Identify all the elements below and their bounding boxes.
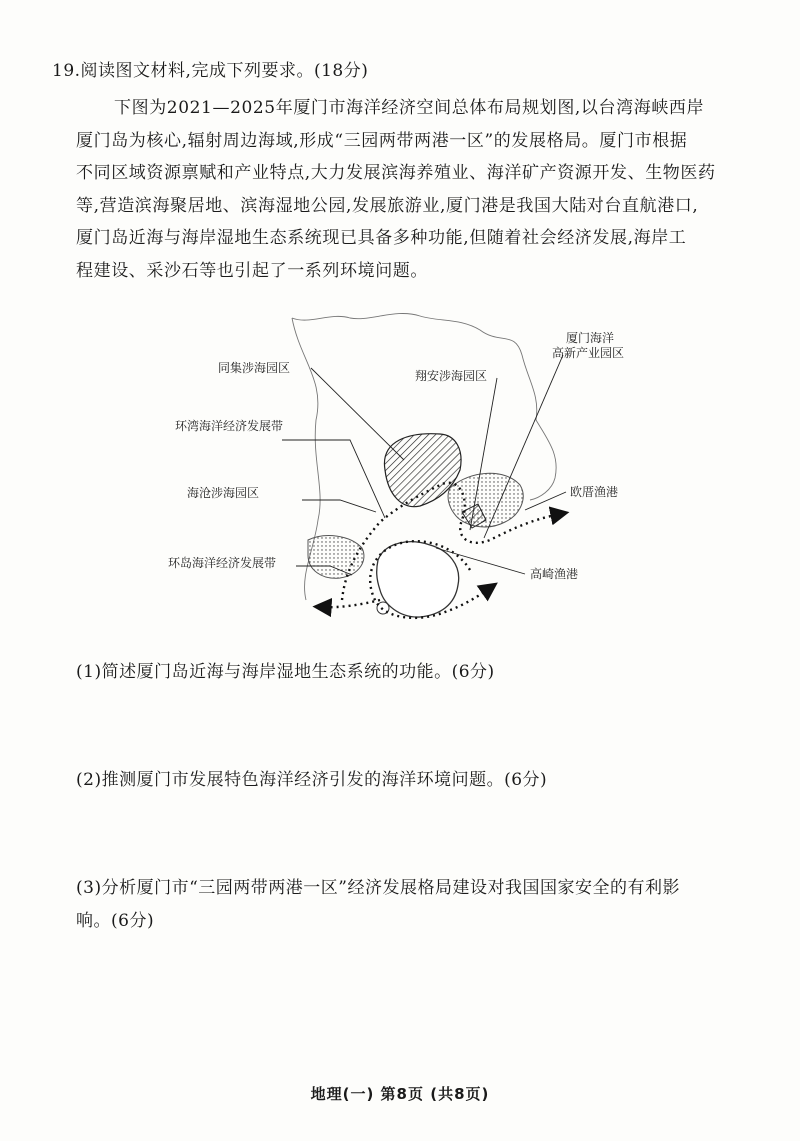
haicang-zone	[308, 536, 364, 579]
passage-line: 等,营造滨海聚居地、滨海湿地公园,发展旅游业,厦门港是我国大陆对台直航港口,	[76, 195, 699, 216]
west-belt	[322, 600, 380, 607]
label-haicang: 海沧涉海园区	[187, 486, 260, 500]
sub-question-3-line: (3)分析厦门市“三园两带两港一区”经济发展格局建设对我国国家安全的有利影	[76, 878, 680, 898]
leader-line	[302, 500, 376, 512]
sub-question-1: (1)简述厦门岛近海与海岸湿地生态系统的功能。(6分)	[76, 662, 495, 682]
leader-line	[282, 440, 385, 518]
leader-line	[525, 492, 566, 510]
question-title: 19.阅读图文材料,完成下列要求。(18分)	[52, 61, 369, 81]
label-huanwan: 环湾海洋经济发展带	[175, 419, 284, 433]
passage-line: 程建设、采沙石等也引起了一系列环境问题。	[76, 260, 428, 281]
sub-question-3-line: 响。(6分)	[76, 911, 155, 931]
leader-line	[311, 368, 404, 460]
label-ouci: 欧厝渔港	[570, 485, 619, 499]
sub-question-2: (2)推测厦门市发展特色海洋经济引发的海洋环境问题。(6分)	[76, 770, 548, 790]
label-hightech-2: 高新产业园区	[552, 346, 625, 360]
passage-line: 厦门岛为核心,辐射周边海域,形成“三园两带两港一区”的发展格局。厦门市根据	[76, 130, 688, 151]
sub-question-3	[76, 872, 776, 938]
page-footer: 地理(一) 第8页 (共8页)	[310, 1085, 490, 1103]
label-tongji: 同集涉海园区	[218, 361, 291, 375]
passage-line: 下图为2021—2025年厦门市海洋经济空间总体布局规划图,以台湾海峡西岸	[114, 98, 705, 118]
passage-line: 不同区域资源禀赋和产业特点,大力发展滨海养殖业、海洋矿产资源开发、生物医药	[76, 163, 716, 183]
label-huandao: 环岛海洋经济发展带	[168, 556, 277, 570]
label-gaoqi: 高崎渔港	[530, 567, 579, 581]
label-hightech-1: 厦门海洋	[566, 331, 615, 345]
label-xiangan: 翔安涉海园区	[415, 369, 488, 383]
passage-line: 厦门岛近海与海岸湿地生态系统现已具备多种功能,但随着社会经济发展,海岸工	[76, 228, 687, 248]
